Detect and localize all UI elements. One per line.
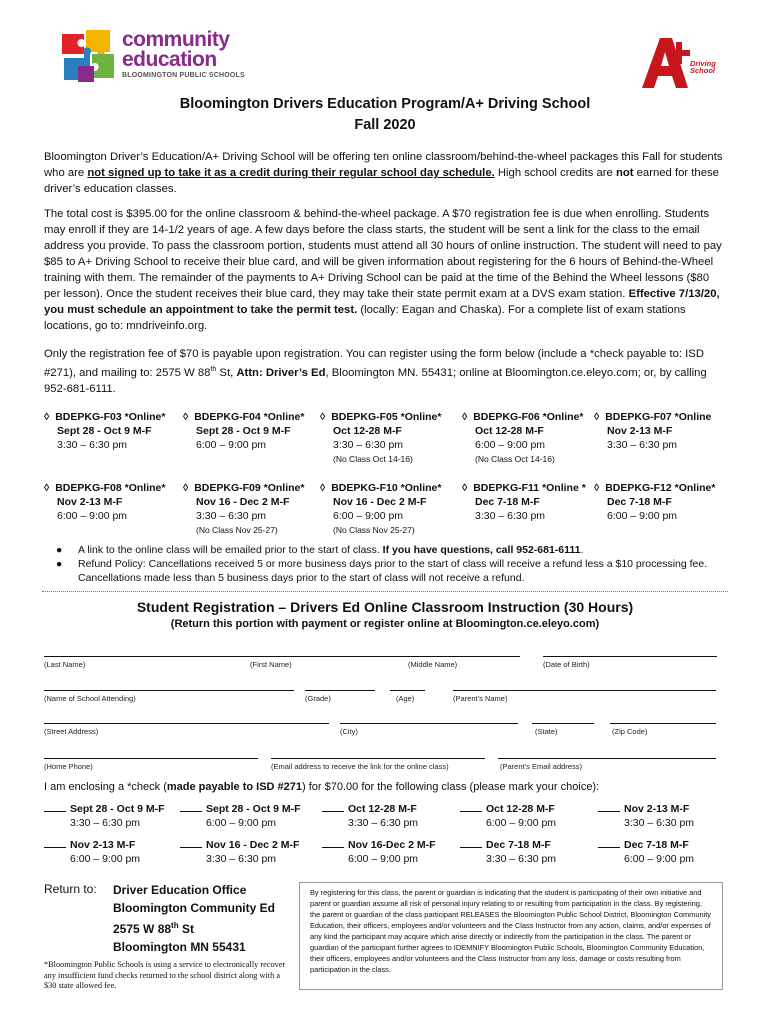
- class-option[interactable]: [44, 838, 140, 866]
- intro-emphasis: not signed up to take it as a credit during their regular school day schedule.: [87, 167, 495, 179]
- package-time: 3:30 – 6:30 pm: [57, 439, 128, 451]
- option-dates: Dec 7-18 M-F: [624, 839, 689, 851]
- intro-text: , Bloomington MN. 55431; online at Bloomington.ce.eleyo.com; or, by calling 952-681-6111.: [44, 366, 707, 395]
- grade-field[interactable]: [305, 690, 375, 691]
- diamond-bullet-icon: ◊: [44, 411, 50, 423]
- registration-title: Student Registration – Drivers Ed Online Classroom Instruction (30 Hours): [136, 599, 634, 615]
- attention-line: Attn: Driver’s Ed: [236, 366, 326, 379]
- street-field[interactable]: [44, 723, 329, 724]
- package-item: [462, 481, 600, 523]
- enclosing-text: I am enclosing a *check (: [44, 781, 167, 793]
- dob-label: (Date of Birth): [543, 660, 590, 669]
- email-field[interactable]: [271, 758, 485, 759]
- diamond-bullet-icon: ◊: [462, 411, 468, 423]
- document-title: Bloomington Drivers Education Program/A+ Driving School: [179, 96, 591, 112]
- home-phone-label: (Home Phone): [44, 762, 93, 771]
- intro-paragraph-2: [44, 206, 724, 334]
- name-field[interactable]: [44, 656, 520, 657]
- option-time: 6:00 – 9:00 pm: [70, 853, 141, 865]
- bullet-icon: ●: [56, 544, 63, 556]
- nsf-footnote: *Bloomington Public Schools is using a service to electronically recover any insufficient fund checks returned to the school district along with a $30 state allowed fee.: [44, 960, 286, 990]
- logo-text-district: BLOOMINGTON PUBLIC SCHOOLS: [122, 72, 245, 79]
- class-option[interactable]: [322, 802, 418, 830]
- return-line: St: [178, 922, 194, 936]
- liability-waiver: By registering for this class, the parent or guardian is indicating that the student is participating of their own initiative and parent or guardian assume all risk of personal injury relating to or resulting from participation in the class. By registering, the parent or guardian of the class participant RELEASES the Bloomington Public School District, Bloomington Community Education, their officers, employees and/or volunteers and the Class Instructor from any action, claims, and/or expenses of any kind the participant may acquire which arise directly or indirectly from the participation in the class. The parent or guardian of the participant further agrees to IDEMNIFY Bloomington Public Schools, Bloomington Community Education, their officers, employees and/or volunteers and the Class Instructor from any loss, damage or costs resulting from participation in the class.: [299, 882, 723, 990]
- option-time: 3:30 – 6:30 pm: [206, 853, 277, 865]
- intro-text: The total cost is $395.00 for the online classroom & behind-the-wheel package. A $70 registration fee is due when enrolling. Students may enroll if they are 14-1/2 years of age. A few days before the class starts, the student will be sent a link for the class to the email address you provide. To pass the classroom portion, students must attend all 30 hours of online instruction. The student will need to pay $85 to A+ Driving School to receive their blue card, and will be given information about registering for the 6 hours of Behind-the-Wheel training with them. The remainder of the payments to A+ Driving School can be paid at the time of the Behind the Wheel lessons ($80 per lesson). Once the student receives their blue card, they may take their state permit exam at a DVS exam station.: [44, 208, 722, 300]
- zip-label: (Zip Code): [612, 727, 648, 736]
- return-line: Driver Education Office: [113, 883, 247, 897]
- option-time: 3:30 – 6:30 pm: [70, 817, 141, 829]
- class-option[interactable]: [180, 802, 301, 830]
- package-code: ◊ BDEPKG-F11 *Online *: [462, 482, 586, 494]
- age-field[interactable]: [390, 690, 425, 691]
- diamond-bullet-icon: ◊: [183, 411, 189, 423]
- state-field[interactable]: [532, 723, 594, 724]
- choice-blank[interactable]: [598, 802, 620, 812]
- street-label: (Street Address): [44, 727, 99, 736]
- class-option[interactable]: [460, 838, 556, 866]
- class-option[interactable]: [44, 802, 165, 830]
- parent-email-label: (Parent’s Email address): [500, 762, 582, 771]
- option-time: 6:00 – 9:00 pm: [206, 817, 277, 829]
- aplus-driving-school-logo: [638, 34, 720, 96]
- class-option[interactable]: [598, 838, 694, 866]
- return-line: Bloomington MN 55431: [113, 940, 246, 954]
- class-option[interactable]: [322, 838, 436, 866]
- package-code: ◊ BDEPKG-F04 *Online*: [183, 411, 305, 423]
- middle-name-label: (Middle Name): [408, 660, 458, 669]
- class-option[interactable]: [180, 838, 299, 866]
- package-item: [594, 481, 729, 523]
- package-item: [462, 410, 600, 466]
- package-time: 3:30 – 6:30 pm: [475, 510, 546, 522]
- bullet-text: A link to the online class will be emailed prior to the start of class.: [78, 544, 383, 556]
- intro-text: (locally: Eagan and Chaska). For a complete list of exam stations locations, go to: mndriveinfo.org.: [44, 304, 686, 332]
- package-dates: Oct 12-28 M-F: [475, 425, 544, 437]
- intro-text: Only the registration fee of $70 is payable upon registration. You can register using the form below (include a *check payable to: ISD #271), and mailing to: 2575 W 88: [44, 348, 705, 379]
- package-item: [320, 410, 455, 466]
- package-time: 6:00 – 9:00 pm: [475, 439, 546, 451]
- diamond-bullet-icon: ◊: [320, 411, 326, 423]
- return-line: 2575 W 88: [113, 922, 172, 936]
- package-note: (No Class Nov 25-27): [333, 525, 415, 535]
- school-label: (Name of School Attending): [44, 694, 136, 703]
- first-name-label: (First Name): [250, 660, 292, 669]
- package-dates: Dec 7-18 M-F: [607, 496, 672, 508]
- zip-field[interactable]: [610, 723, 716, 724]
- school-field[interactable]: [44, 690, 294, 691]
- intro-paragraph-3: [44, 346, 724, 397]
- package-dates: Sept 28 - Oct 9 M-F: [57, 425, 152, 437]
- parent-email-field[interactable]: [498, 758, 716, 759]
- option-dates: Nov 2-13 M-F: [70, 839, 136, 851]
- package-code: ◊ BDEPKG-F08 *Online*: [44, 482, 166, 494]
- package-dates: Nov 2-13 M-F: [57, 496, 123, 508]
- aplus-logo-text: Driving School: [690, 59, 716, 75]
- enclosing-text: ) for $70.00 for the following class (please mark your choice):: [302, 781, 600, 793]
- intro-paragraph-1: [44, 149, 724, 197]
- choice-blank[interactable]: [460, 838, 482, 848]
- bullet-icon: ●: [56, 558, 63, 570]
- diamond-bullet-icon: ◊: [594, 411, 600, 423]
- choice-blank[interactable]: [180, 838, 202, 848]
- package-code: ◊ BDEPKG-F12 *Online*: [594, 482, 716, 494]
- package-code: ◊ BDEPKG-F10 *Online*: [320, 482, 442, 494]
- option-time: 6:00 – 9:00 pm: [486, 817, 557, 829]
- parent-name-field[interactable]: [453, 690, 716, 691]
- package-dates: Oct 12-28 M-F: [333, 425, 402, 437]
- class-option[interactable]: [460, 802, 556, 830]
- diamond-bullet-icon: ◊: [320, 482, 326, 494]
- age-label: (Age): [396, 694, 415, 703]
- package-time: 6:00 – 9:00 pm: [333, 510, 404, 522]
- option-dates: Nov 16-Dec 2 M-F: [348, 839, 436, 851]
- diamond-bullet-icon: ◊: [594, 482, 600, 494]
- package-time: 6:00 – 9:00 pm: [57, 510, 128, 522]
- package-dates: Sept 28 - Oct 9 M-F: [196, 425, 291, 437]
- choice-blank[interactable]: [44, 802, 66, 812]
- intro-text: earned for these driver’s education classes.: [44, 167, 719, 195]
- package-item: [183, 481, 318, 537]
- intro-emphasis: not: [615, 167, 634, 179]
- option-dates: Oct 12-28 M-F: [348, 803, 417, 815]
- option-dates: Nov 2-13 M-F: [624, 803, 690, 815]
- choice-blank[interactable]: [598, 838, 620, 848]
- diamond-bullet-icon: ◊: [44, 482, 50, 494]
- package-note: (No Class Oct 14-16): [475, 454, 555, 464]
- return-line: Bloomington Community Ed: [113, 901, 275, 915]
- option-dates: Sept 28 - Oct 9 M-F: [70, 803, 165, 815]
- return-to-label: Return to:: [44, 882, 97, 896]
- package-item: [320, 481, 455, 537]
- package-note: (No Class Nov 25-27): [196, 525, 278, 535]
- package-time: 6:00 – 9:00 pm: [607, 510, 678, 522]
- last-name-label: (Last Name): [44, 660, 86, 669]
- option-dates: Sept 28 - Oct 9 M-F: [206, 803, 301, 815]
- package-code: ◊ BDEPKG-F03 *Online*: [44, 411, 166, 423]
- package-dates: Nov 2-13 M-F: [607, 425, 673, 437]
- package-code: ◊ BDEPKG-F09 *Online*: [183, 482, 305, 494]
- city-field[interactable]: [340, 723, 518, 724]
- permit-notice: Effective 7/13/20, you must schedule an appointment to take the permit test.: [44, 288, 720, 316]
- home-phone-field[interactable]: [44, 758, 258, 759]
- package-item: [44, 481, 179, 523]
- option-dates: Oct 12-28 M-F: [486, 803, 555, 815]
- registration-subtitle: (Return this portion with payment or register online at Bloomington.ce.eleyo.com): [170, 618, 600, 630]
- choice-blank[interactable]: [322, 802, 344, 812]
- puzzle-icon: [58, 26, 120, 88]
- option-time: 3:30 – 6:30 pm: [624, 817, 695, 829]
- choice-blank[interactable]: [180, 802, 202, 812]
- return-address: [113, 881, 275, 956]
- option-time: 6:00 – 9:00 pm: [624, 853, 695, 865]
- package-note: (No Class Oct 14-16): [333, 454, 413, 464]
- class-option[interactable]: [598, 802, 694, 830]
- option-time: 3:30 – 6:30 pm: [486, 853, 557, 865]
- option-time: 3:30 – 6:30 pm: [348, 817, 419, 829]
- intro-text: St,: [216, 366, 237, 379]
- option-dates: Nov 16 - Dec 2 M-F: [206, 839, 300, 851]
- package-code: ◊ BDEPKG-F06 *Online*: [462, 411, 584, 423]
- choice-blank[interactable]: [322, 838, 344, 848]
- grade-label: (Grade): [305, 694, 331, 703]
- cut-line: [42, 591, 728, 592]
- package-time: 3:30 – 6:30 pm: [607, 439, 678, 451]
- enclosing-statement: [44, 781, 599, 793]
- community-education-logo: [58, 26, 248, 88]
- date-of-birth-field[interactable]: [543, 656, 717, 657]
- package-time: 3:30 – 6:30 pm: [196, 510, 267, 522]
- package-time: 6:00 – 9:00 pm: [196, 439, 267, 451]
- package-item: [594, 410, 729, 452]
- package-dates: Dec 7-18 M-F: [475, 496, 540, 508]
- diamond-bullet-icon: ◊: [462, 482, 468, 494]
- package-code: ◊ BDEPKG-F05 *Online*: [320, 411, 442, 423]
- parent-name-label: (Parent’s Name): [453, 694, 508, 703]
- logo-text-community: community: [122, 28, 230, 51]
- document-subtitle: Fall 2020: [354, 117, 416, 133]
- intro-text: High school credits are: [494, 167, 616, 179]
- option-dates: Dec 7-18 M-F: [486, 839, 551, 851]
- diamond-bullet-icon: ◊: [183, 482, 189, 494]
- logo-text-education: education: [122, 48, 217, 71]
- package-code: ◊ BDEPKG-F07 *Online: [594, 411, 712, 423]
- email-label: (Email address to receive the link for the online class): [271, 762, 449, 771]
- package-dates: Nov 16 - Dec 2 M-F: [333, 496, 427, 508]
- package-dates: Nov 16 - Dec 2 M-F: [196, 496, 290, 508]
- choice-blank[interactable]: [44, 838, 66, 848]
- intro-text: Bloomington Driver’s Education/A+ Driving School will be offering ten online classroom/behind-the-wheel packages this Fall for students who are: [44, 151, 723, 179]
- city-label: (City): [340, 727, 358, 736]
- bullet-text: Refund Policy: Cancellations received 5 or more business days prior to the start of class will receive a refund less a $10 processing fee. Cancellations made less than 5 business days prior to the start of class will not receive a refund.: [78, 558, 708, 584]
- aplus-mark-icon: [638, 34, 694, 90]
- superscript: th: [171, 921, 179, 930]
- superscript: th: [210, 366, 217, 373]
- state-label: (State): [535, 727, 558, 736]
- package-item: [44, 410, 179, 452]
- bullet-text: .: [580, 544, 584, 556]
- package-item: [183, 410, 318, 452]
- option-time: 6:00 – 9:00 pm: [348, 853, 419, 865]
- enclosing-payable: made payable to ISD #271: [166, 781, 303, 793]
- bullet-phone: If you have questions, call 952-681-6111: [382, 544, 581, 556]
- package-time: 3:30 – 6:30 pm: [333, 439, 404, 451]
- choice-blank[interactable]: [460, 802, 482, 812]
